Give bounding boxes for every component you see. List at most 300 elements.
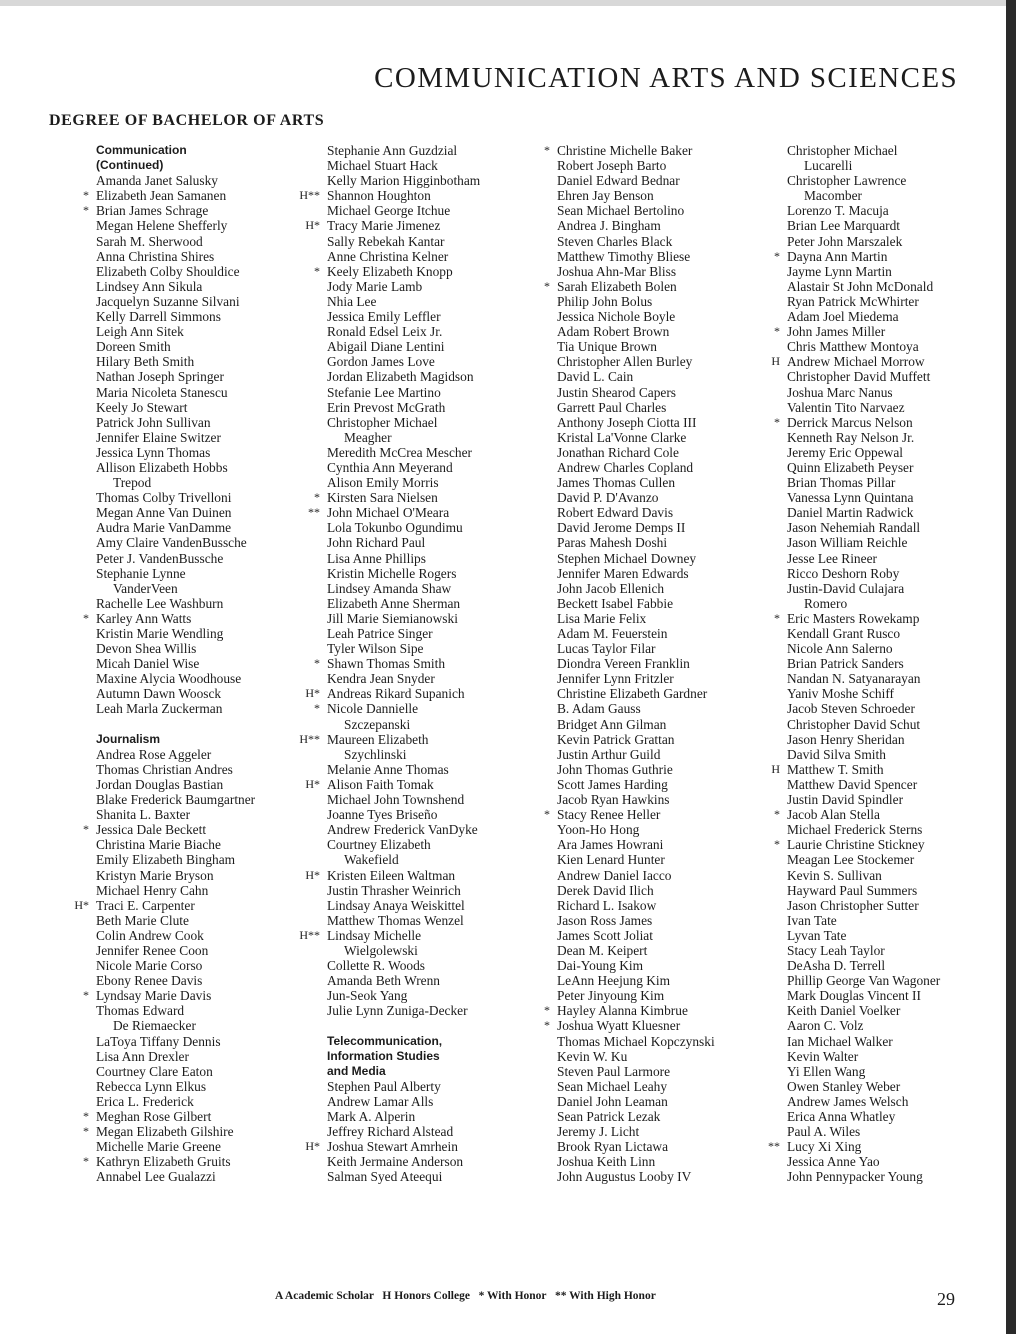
name-text: Amanda Beth Wrenn <box>327 973 441 989</box>
graduate-name <box>787 520 1007 535</box>
graduate-name <box>557 641 777 656</box>
graduate-name <box>787 1169 1007 1184</box>
graduate-name <box>83 1124 316 1140</box>
name-text: Jessica Anne Yao <box>787 1154 880 1170</box>
graduate-name <box>96 596 316 611</box>
graduate-name <box>96 551 316 566</box>
graduate-name <box>557 1049 777 1064</box>
name-text: Mark A. Alperin <box>327 1109 416 1124</box>
graduate-name <box>327 415 547 430</box>
graduate-name <box>787 218 1007 233</box>
name-text: LaToya Tiffany Dennis <box>96 1033 221 1049</box>
name-text: Erica Anna Whatley <box>787 1109 896 1124</box>
name-text: Brook Ryan Lictawa <box>557 1139 669 1155</box>
graduate-name <box>557 611 777 626</box>
honor-mark: * <box>544 143 550 157</box>
name-text: David Silva Smith <box>787 746 886 762</box>
name-text: Collette R. Woods <box>327 958 425 974</box>
name-text: David L. Cain <box>557 369 634 385</box>
name-text: Jennifer Renee Coon <box>96 942 209 958</box>
name-text: John Richard Paul <box>327 535 426 551</box>
name-text: Bridget Ann Gilman <box>557 716 667 732</box>
name-text: Maureen Elizabeth <box>327 731 429 747</box>
graduate-name <box>557 1124 777 1139</box>
graduate-name <box>557 762 777 777</box>
graduate-name <box>787 717 1007 732</box>
name-text: Kevin W. Ku <box>557 1048 628 1064</box>
name-text: Shannon Houghton <box>327 188 431 204</box>
graduate-name <box>557 792 777 807</box>
graduate-name <box>557 158 777 173</box>
name-text: Thomas Edward <box>96 1003 185 1019</box>
graduate-name <box>787 852 1007 867</box>
graduate-name <box>327 611 547 626</box>
name-text: Sally Rebekah Kantar <box>327 233 445 249</box>
graduate-name <box>327 234 547 249</box>
graduate-name <box>557 732 777 747</box>
graduate-name <box>787 943 1007 958</box>
name-text: Maxine Alycia Woodhouse <box>96 671 242 687</box>
graduate-name <box>96 279 316 294</box>
name-text: Sarah M. Sherwood <box>96 233 203 249</box>
graduate-name <box>305 867 547 883</box>
name-text: Matthew Timothy Bliese <box>557 248 691 264</box>
name-text: Salman Syed Ateequi <box>327 1169 443 1185</box>
graduate-name <box>557 596 777 611</box>
name-text: Stephen Michael Downey <box>557 550 697 566</box>
graduate-name <box>787 822 1007 837</box>
name-text: Kevin Patrick Grattan <box>557 731 675 747</box>
graduate-name <box>557 188 777 203</box>
honor-mark: * <box>774 610 780 625</box>
graduate-name <box>557 943 777 958</box>
name-text: Jayme Lynn Martin <box>787 263 892 279</box>
name-text: Jacob Alan Stella <box>787 807 880 823</box>
name-text: Andrea Rose Aggeler <box>96 746 212 762</box>
graduate-name <box>96 671 316 686</box>
graduate-name <box>557 460 777 475</box>
name-text: Ricco Deshorn Roby <box>787 565 900 581</box>
name-text: Maria Nicoleta Stanescu <box>96 384 228 400</box>
name-text: Kevin S. Sullivan <box>787 867 882 883</box>
graduate-name <box>96 460 316 475</box>
graduate-name <box>96 1064 316 1079</box>
graduate-name <box>557 173 777 188</box>
graduate-name <box>557 868 777 883</box>
name-text: Hilary Beth Smith <box>96 354 195 370</box>
graduate-name <box>787 203 1007 218</box>
name-text: Kristen Eileen Waltman <box>327 867 456 883</box>
name-text: Anna Christina Shires <box>96 248 215 264</box>
graduate-name <box>96 807 316 822</box>
graduate-name <box>557 1109 777 1124</box>
graduate-name <box>787 898 1007 913</box>
graduate-name <box>96 173 316 188</box>
name-text: Shanita L. Baxter <box>96 807 191 823</box>
name-text: Andrew Lamar Alls <box>327 1093 434 1109</box>
name-text: Brian James Schrage <box>96 203 209 219</box>
graduate-name <box>557 520 777 535</box>
name-text: Adam Robert Brown <box>557 324 670 340</box>
name-text: Sean Michael Bertolino <box>557 203 685 219</box>
graduate-name <box>544 278 777 294</box>
name-text: Mark Douglas Vincent II <box>787 988 921 1004</box>
graduate-name <box>327 520 547 535</box>
name-text: Lisa Ann Drexler <box>96 1048 189 1064</box>
graduate-name <box>557 505 777 520</box>
graduate-name <box>96 762 316 777</box>
graduate-name <box>96 852 316 867</box>
name-text: Stacy Leah Taylor <box>787 942 885 958</box>
graduate-name <box>96 641 316 656</box>
graduate-name <box>787 1049 1007 1064</box>
name-text: Michael Frederick Sterns <box>787 822 923 838</box>
graduate-name <box>96 566 316 581</box>
section-heading: Journalism <box>96 731 161 746</box>
name-text: Jeremy Eric Oppewal <box>787 444 904 460</box>
name-text: Leah Marla Zuckerman <box>96 701 223 717</box>
name-text: Brian Thomas Pillar <box>787 475 896 491</box>
honor-mark: ** <box>308 505 320 520</box>
graduate-name <box>327 671 547 686</box>
name-text: Trepod <box>113 475 152 491</box>
page-top-edge <box>0 0 1016 6</box>
graduate-name <box>299 731 547 747</box>
graduate-name <box>327 339 547 354</box>
name-text: Phillip George Van Wagoner <box>787 973 941 989</box>
graduate-name <box>787 1109 1007 1124</box>
graduate-name <box>327 173 547 188</box>
name-text: Nathan Joseph Springer <box>96 369 224 385</box>
honors-legend: A Academic Scholar H Honors College * With Honor ** With High Honor <box>275 1290 656 1302</box>
name-text: Rachelle Lee Washburn <box>96 595 224 611</box>
name-text: Kirsten Sara Nielsen <box>327 490 438 506</box>
section-heading: Information Studies <box>327 1048 440 1063</box>
name-text: Ara James Howrani <box>557 837 664 853</box>
name-text: Christopher Michael <box>327 414 438 430</box>
name-text: John James Miller <box>787 324 886 340</box>
name-text: Amanda Janet Salusky <box>96 173 218 189</box>
name-text: Justin David Spindler <box>787 792 904 808</box>
honor-mark: * <box>314 263 320 278</box>
graduate-name <box>83 203 316 219</box>
name-text: VanderVeen <box>113 580 178 596</box>
name-text: Kelly Darrell Simmons <box>96 309 221 325</box>
name-text: Steven Paul Larmore <box>557 1063 671 1079</box>
name-text: Jennifer Elaine Switzer <box>96 429 221 445</box>
honor-mark: * <box>544 807 550 822</box>
name-text: Laurie Christine Stickney <box>787 837 925 853</box>
name-text: Jordan Elizabeth Magidson <box>327 369 474 385</box>
name-text: Hayward Paul Summers <box>787 882 918 898</box>
graduate-name <box>557 928 777 943</box>
graduate-name <box>96 415 316 430</box>
name-text: John Jacob Ellenich <box>557 580 665 596</box>
graduate-name <box>96 339 316 354</box>
graduate-name <box>327 324 547 339</box>
name-text: Keely Jo Stewart <box>96 399 188 415</box>
name-text: Andrew Charles Copland <box>557 459 694 475</box>
graduate-name <box>771 761 1007 777</box>
graduate-name <box>327 913 547 928</box>
names-column-4 <box>768 143 1007 1185</box>
graduate-name <box>557 656 777 671</box>
name-text: Szczepanski <box>344 716 411 732</box>
name-text: David P. D'Avanzo <box>557 490 659 506</box>
name-text: Rebecca Lynn Elkus <box>96 1078 207 1094</box>
graduate-name <box>96 294 316 309</box>
name-text: Jessica Nichole Boyle <box>557 309 676 325</box>
graduate-name <box>787 686 1007 701</box>
name-text: Doreen Smith <box>96 339 171 355</box>
name-text: Stefanie Lee Martino <box>327 384 441 400</box>
graduate-name <box>327 445 547 460</box>
name-text: John Augustus Looby IV <box>557 1169 692 1185</box>
graduate-name <box>787 973 1007 988</box>
name-text: Lindsay Michelle <box>327 927 422 943</box>
graduate-name <box>787 732 1007 747</box>
graduate-name <box>327 309 547 324</box>
graduate-name <box>557 369 777 384</box>
name-text: Jennifer Maren Edwards <box>557 565 689 581</box>
graduate-name <box>787 234 1007 249</box>
graduate-name <box>557 1169 777 1184</box>
name-text: B. Adam Gauss <box>557 701 641 717</box>
graduate-name <box>557 837 777 852</box>
name-text: Jesse Lee Rineer <box>787 550 877 566</box>
name-text: Ehren Jay Benson <box>557 188 654 204</box>
graduate-name <box>787 1094 1007 1109</box>
graduate-name <box>774 610 1007 626</box>
graduate-name <box>557 686 777 701</box>
graduate-name <box>327 1124 547 1139</box>
name-text: Brian Lee Marquardt <box>787 218 901 234</box>
name-text: Meredith McCrea Mescher <box>327 444 473 460</box>
graduate-name <box>787 656 1007 671</box>
honor-mark: * <box>544 278 550 293</box>
name-text: Alison Emily Morris <box>327 475 439 491</box>
graduate-name <box>308 505 547 521</box>
name-text: Adam Joel Miedema <box>787 309 899 325</box>
graduate-name-continuation <box>96 1018 316 1033</box>
name-text: Jason Nehemiah Randall <box>787 520 921 536</box>
name-text: Lorenzo T. Macuja <box>787 203 889 219</box>
name-text: Keith Daniel Voelker <box>787 1003 901 1019</box>
name-text: Joshua Stewart Amrhein <box>327 1139 458 1155</box>
graduate-name <box>327 1154 547 1169</box>
name-text: Hayley Alanna Kimbrue <box>557 1003 688 1019</box>
name-text: Dean M. Keipert <box>557 942 648 958</box>
name-text: Peter J. VandenBussche <box>96 550 224 566</box>
name-text: Jody Marie Lamb <box>327 278 423 294</box>
name-text: Gordon James Love <box>327 354 435 370</box>
name-text: Jason Christopher Sutter <box>787 897 919 913</box>
graduate-name <box>96 354 316 369</box>
name-text: Sean Michael Leahy <box>557 1078 668 1094</box>
name-text: Kathryn Elizabeth Gruits <box>96 1154 231 1170</box>
name-text: Jason Ross James <box>557 912 653 928</box>
graduate-name <box>83 1154 316 1170</box>
graduate-name <box>327 566 547 581</box>
graduate-name <box>96 973 316 988</box>
graduate-name <box>557 400 777 415</box>
graduate-name <box>96 913 316 928</box>
honor-mark: H* <box>305 686 320 701</box>
name-text: Vanessa Lynn Quintana <box>787 490 914 506</box>
section-heading: Communication <box>96 143 187 157</box>
graduate-name <box>557 913 777 928</box>
graduate-name <box>96 520 316 535</box>
name-text: Lyndsay Marie Davis <box>96 988 212 1004</box>
graduate-name <box>305 218 547 234</box>
name-text: Michael Stuart Hack <box>327 158 438 174</box>
name-text: Peter John Marszalek <box>787 233 903 249</box>
graduate-name <box>557 475 777 490</box>
graduate-name <box>299 927 547 943</box>
honor-mark: H* <box>305 218 320 233</box>
graduate-name <box>557 973 777 988</box>
graduate-name <box>96 1079 316 1094</box>
graduate-name <box>327 385 547 400</box>
graduate-name <box>96 1034 316 1049</box>
name-text: Andrew Daniel Iacco <box>557 867 672 883</box>
honor-mark: * <box>83 822 89 837</box>
name-text: Andrew Michael Morrow <box>787 354 925 370</box>
graduate-name <box>787 1064 1007 1079</box>
name-text: Courtney Elizabeth <box>327 837 431 853</box>
graduate-name <box>557 701 777 716</box>
graduate-name <box>327 807 547 822</box>
graduate-name <box>787 309 1007 324</box>
graduate-name <box>557 551 777 566</box>
graduate-name <box>327 143 547 158</box>
name-text: Jason Henry Sheridan <box>787 731 905 747</box>
graduate-name <box>305 686 547 702</box>
graduate-name <box>314 490 547 506</box>
section-heading: and Media <box>327 1063 386 1078</box>
graduate-name <box>557 671 777 686</box>
graduate-name <box>557 234 777 249</box>
honor-mark: * <box>83 1154 89 1169</box>
graduate-name <box>305 776 547 792</box>
name-text: Alison Faith Tomak <box>327 776 434 792</box>
graduate-name <box>299 188 547 204</box>
name-text: Yi Ellen Wang <box>787 1063 866 1079</box>
graduate-name <box>557 1064 777 1079</box>
name-text: Megan Anne Van Duinen <box>96 505 232 521</box>
graduate-name <box>557 852 777 867</box>
name-text: Emily Elizabeth Bingham <box>96 852 236 868</box>
name-text: Tyler Wilson Sipe <box>327 641 424 657</box>
graduate-name <box>96 837 316 852</box>
graduate-name <box>327 460 547 475</box>
graduate-name <box>787 792 1007 807</box>
honor-mark: H* <box>305 867 320 882</box>
name-text: Lucy Xi Xing <box>787 1139 862 1155</box>
graduate-name <box>327 158 547 173</box>
name-text: Thomas Michael Kopczynski <box>557 1033 715 1049</box>
name-text: Andrew James Welsch <box>787 1093 909 1109</box>
name-text: Amy Claire VandenBussche <box>96 535 247 551</box>
graduate-name <box>96 385 316 400</box>
graduate-name <box>787 264 1007 279</box>
names-column-2 <box>299 143 547 1185</box>
honor-mark: * <box>774 414 780 429</box>
graduate-name <box>96 943 316 958</box>
graduate-name <box>787 671 1007 686</box>
name-text: Justin Shearod Capers <box>557 384 677 400</box>
graduate-name <box>327 641 547 656</box>
graduate-name <box>787 1034 1007 1049</box>
name-text: Sean Patrick Lezak <box>557 1109 661 1124</box>
honor-mark: * <box>83 1124 89 1139</box>
name-text: Joshua Ahn-Mar Bliss <box>557 263 677 279</box>
graduate-name <box>787 566 1007 581</box>
name-text: Cynthia Ann Meyerand <box>327 459 453 475</box>
name-text: Garrett Paul Charles <box>557 399 667 415</box>
graduate-name <box>557 490 777 505</box>
name-text: Beckett Isabel Fabbie <box>557 595 674 611</box>
graduate-name <box>787 626 1007 641</box>
name-text: Stephen Paul Alberty <box>327 1078 441 1094</box>
name-text: Andreas Rikard Supanich <box>327 686 465 702</box>
name-text: Scott James Harding <box>557 776 668 792</box>
name-text: Nandan N. Satyanarayan <box>787 671 921 687</box>
graduate-name <box>787 445 1007 460</box>
graduate-name <box>96 777 316 792</box>
name-text: Wakefield <box>344 852 399 868</box>
graduate-name <box>96 883 316 898</box>
graduate-name <box>96 1139 316 1154</box>
graduate-name <box>96 701 316 716</box>
name-text: Aaron C. Volz <box>787 1018 864 1034</box>
name-text: Daniel Martin Radwick <box>787 505 914 521</box>
honor-mark: * <box>774 324 780 339</box>
name-text: Leigh Ann Sitek <box>96 324 184 340</box>
name-text: James Scott Joliat <box>557 927 653 943</box>
name-text: Michael John Townshend <box>327 792 465 808</box>
page-binding-edge <box>1006 0 1016 1334</box>
name-text: Kendall Grant Rusco <box>787 626 901 641</box>
name-text: Lyvan Tate <box>787 927 847 943</box>
name-text: Jeremy J. Licht <box>557 1124 640 1140</box>
graduate-name <box>96 928 316 943</box>
graduate-name <box>787 369 1007 384</box>
name-text: Jacquelyn Suzanne Silvani <box>96 293 240 309</box>
graduate-name <box>96 792 316 807</box>
graduate-name <box>787 1079 1007 1094</box>
graduate-name <box>96 1094 316 1109</box>
graduate-name <box>557 294 777 309</box>
name-text: Tracy Marie Jimenez <box>327 218 441 234</box>
name-text: Kien Lenard Hunter <box>557 852 665 868</box>
graduate-name <box>83 822 316 838</box>
graduate-name <box>83 988 316 1004</box>
graduate-name <box>96 868 316 883</box>
name-text: Jacob Ryan Hawkins <box>557 792 670 808</box>
graduate-name <box>787 475 1007 490</box>
graduate-name <box>314 656 547 672</box>
graduate-name <box>774 807 1007 823</box>
name-text: Kristal La'Vonne Clarke <box>557 429 687 445</box>
name-text: Joanne Tyes Briseño <box>327 807 438 823</box>
name-text: Christine Michelle Baker <box>557 143 693 158</box>
graduate-name <box>96 324 316 339</box>
name-text: Jonathan Richard Cole <box>557 444 679 460</box>
honor-mark: ** <box>768 1139 780 1154</box>
graduate-name <box>787 505 1007 520</box>
graduate-name <box>327 837 547 852</box>
